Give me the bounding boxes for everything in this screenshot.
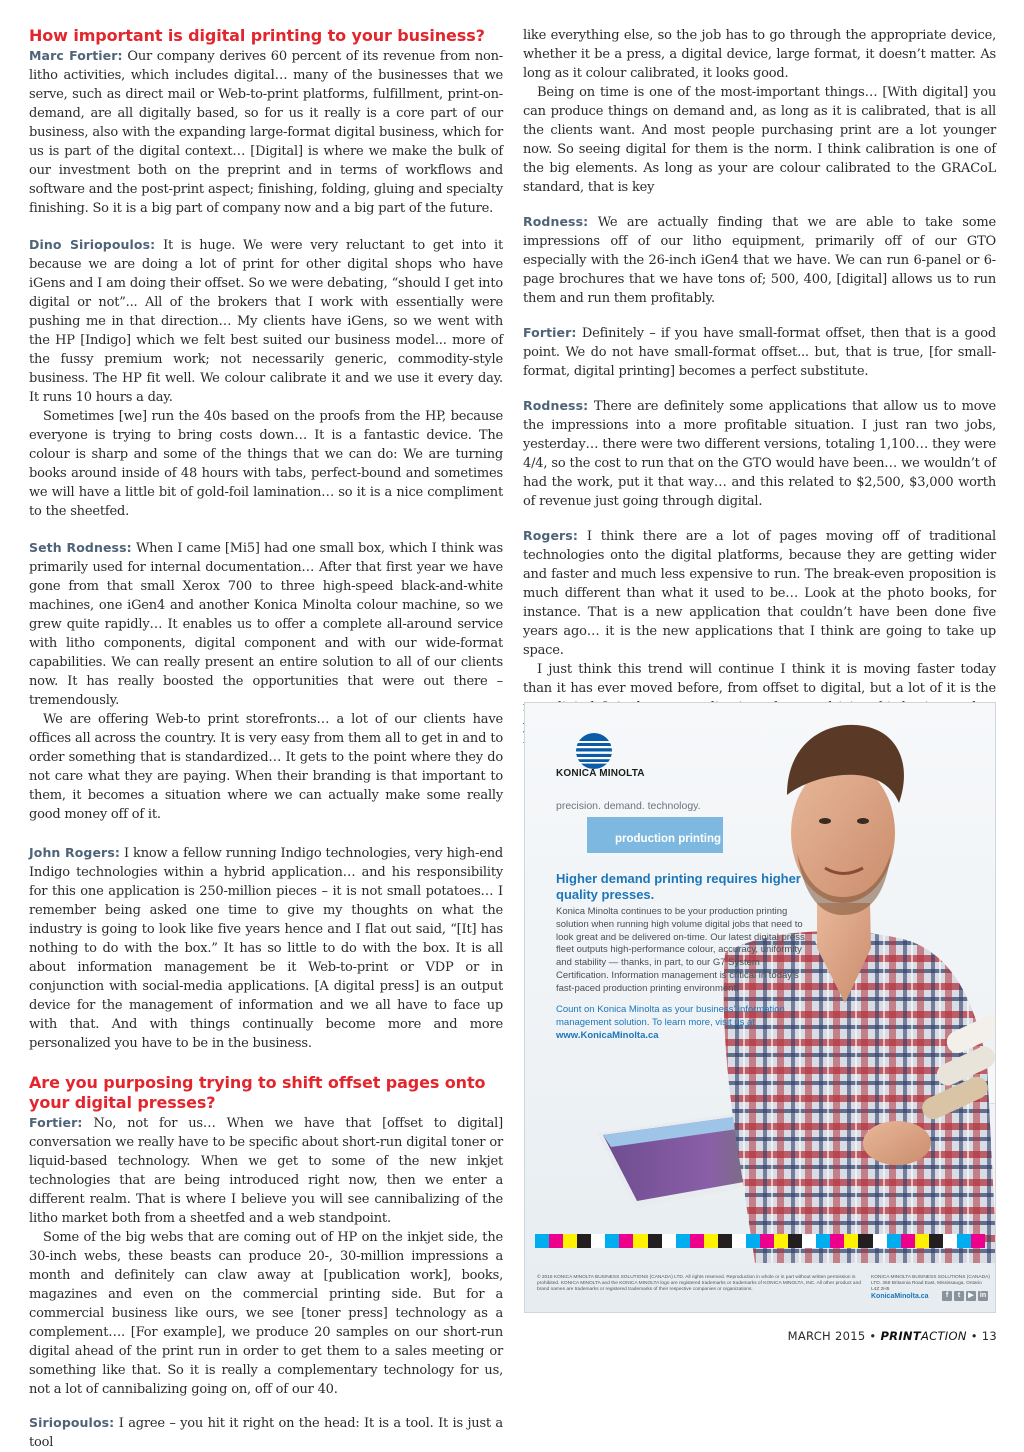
paragraph-text: I agree – you hit it right on the head: It is a tool. It is just a tool: [29, 1416, 503, 1450]
right-column: [523, 26, 996, 755]
footer-issue: MARCH 2015 •: [787, 1329, 881, 1343]
paragraph: [523, 323, 996, 381]
paragraph: like everything else, so the job has to go through the appropriate device, whether it be a press, a digital device, large format, it doesn’t matter. As long as it colour calibrated, it looks good.: [523, 28, 996, 81]
paragraph-text: When I came [Mi5] had one small box, which I think was primarily used for internal documentation… After that first year we have gone from that small Xerox 700 to three high-speed black-and-white machines, one iGen4 and another Konica Minolta colour machine, so we grew quite rapidly… It enables us to offer a complete all-around service with litho components, digital component and with our wide-format capabilities. We can really present an entire solution to all of our clients now. It has really boosted the opportunities that were out there – tremendously.: [29, 541, 503, 708]
section-heading: Are you purposing trying to shift offset pages onto your digital presses?: [29, 1073, 486, 1112]
paragraph: [29, 1413, 503, 1452]
paragraph-text: There are definitely some applications that allow us to move the impressions into a more profitable situation. I just ran two jobs, yesterday… there were two different versions, totaling 1,100… they were 4/4, so the cost to run that on the GTO would have been… we wouldn’t of had the work, put it that way… and this related to $2,500, $3,000 worth of revenue just going through digital.: [523, 399, 996, 509]
footer-brand-print: PRINT: [880, 1329, 921, 1343]
speaker-name: Rogers:: [523, 528, 578, 543]
left-column: [29, 26, 503, 1452]
linkedin-icon[interactable]: in: [979, 1292, 987, 1299]
konica-minolta-advertisement: [524, 702, 996, 1313]
paragraph: [29, 46, 503, 218]
speaker-name: Siriopoulos:: [29, 1415, 115, 1430]
speaker-name: Dino Siriopoulos:: [29, 237, 156, 252]
ad-contact-address: KONICA MINOLTA BUSINESS SOLUTIONS (CANADA) LTD. 369 Britannia Road East, Mississauga, Ontario L4Z 2H5: [871, 1275, 990, 1292]
section-heading: How important is digital printing to your business?: [29, 26, 485, 45]
speaker-name: Fortier:: [523, 325, 577, 340]
paragraph: [29, 538, 503, 710]
paragraph: Some of the big webs that are coming out of HP on the inkjet side, the 30-inch webs, these beasts can produce 20-, 30-million impressions a month and definitely can claw away at [publication work], books, magazines and even on the commercial printing side. But for a commercial business like ours, we see [toner press] technology as a complement…. [For example], we produce 20 samples on our short-run digital ahead of the print run in order to get them to a sales meeting or something like that. So it is really a complementary technology for us, not a lot of cannibalizing going on, off of our 40.: [29, 1230, 503, 1397]
speaker-name: Rodness:: [523, 214, 589, 229]
speaker-name: Fortier:: [29, 1115, 83, 1130]
paragraph: Being on time is one of the most-important things… [With digital] you can produce things on demand and, as long as it is calibrated, that is all the clients want. And most people purchasing print are a lot younger now. So seeing digital for them is the norm. I think calibration is one of the big elements. As long as your are colour calibrated to the GRACoL standard, that is key: [523, 85, 996, 195]
paragraph-text: Definitely – if you have small-format offset, then that is a good point. We do not have small-format offset... but, that is true, [for small-format, digital printing] becomes a perfect substitute.: [523, 326, 996, 379]
paragraph: [523, 212, 996, 308]
speaker-name: John Rogers:: [29, 845, 120, 860]
ad-url-link[interactable]: www.KonicaMinolta.ca: [556, 1029, 659, 1041]
ad-band-label: production printing: [615, 833, 722, 845]
speaker-name: Rodness:: [523, 398, 589, 413]
ad-legal-fineprint: © 2015 KONICA MINOLTA BUSINESS SOLUTIONS (CANADA) LTD. All rights reserved. Reproduction in whole or in part without written permission is prohibited. KONICA MINOLTA and the KONICA MINOLTA logo are registered trademarks or trademarks of KONICA MINOLTA, INC. All other product and brand names are trademarks or registered trademarks of their respective companies or organizations.: [537, 1275, 861, 1292]
paragraph-text: We are actually finding that we are able to take some impressions off of our litho equipment, primarily off of our GTO especially with the 26-inch iGen4 that we have. We can run 6-panel or 6-page brochures that we have tons of; 500, 400, [digital] allows us to run them and run them profitably.: [523, 215, 996, 306]
ad-social-icons: [942, 1291, 988, 1301]
speaker-name: Seth Rodness:: [29, 540, 132, 555]
paragraph: Sometimes [we] run the 40s based on the proofs from the HP, because everyone is trying to bring costs down… It is a fantastic device. The colour is sharp and some of the things that we can do: We are turning books around inside of 48 hours with tabs, perfect-bound and sometimes we will have a little bit of gold-foil lamination… so it is a nice compliment to the sheetfed.: [29, 409, 503, 519]
ad-call-to-action: [556, 1004, 796, 1042]
paragraph: I just think this trend will continue I think it is moving faster today than it has ever moved before, from offset to digital, but a lot of it is the: [523, 662, 996, 696]
footer-page-number: • 13: [966, 1329, 997, 1343]
paragraph: [523, 396, 996, 511]
paragraph-text: No, not for us… When we have that [offset to digital] conversation we really have to be specific about short-run digital toner or liquid-based technology. When we get to some of the new inkjet technologies that are being introduced right now, then we enter a different realm. That is where I believe you will see cannibalizing of the litho market both from a sheetfed and a web standpoint.: [29, 1116, 503, 1226]
youtube-icon[interactable]: ▶: [966, 1291, 976, 1301]
paragraph: [29, 843, 503, 1053]
speaker-name: Marc Fortier:: [29, 48, 123, 63]
print-color-bar: [535, 1234, 985, 1248]
paragraph-text: I know a fellow running Indigo technologies, very high-end Indigo technologies within a hybrid application… and his responsibility for this one application is 250-million pieces – it is not small potatoes… I remember being asked one time to give my thoughts on what the industry is going to look like five years hence and I flat out said, “[It] has nothing to do with the box.” It has so little to do with the box. It is all about information management be it Web-to-print or VDP or in conjunction with social-media applications. [A digital press] is an output device for the management of information and we all have to face up with that. And with things continually become more and more personalized you have to be in the business.: [29, 846, 503, 1051]
page-footer: [788, 1329, 997, 1343]
ad-body-copy: Konica Minolta continues to be your production printing solution when running high volume digital jobs that need to look great and be delivered on-time. Our latest digital press fleet outputs high-performance colour, accuracy, uniformity and stability — thanks, in part, to our G7 System Certification. Information management is critical in today’s fast-paced production printing environment.: [556, 906, 805, 994]
ad-tagline: precision. demand. technology.: [556, 800, 701, 812]
ad-brand-name: KONICA MINOLTA: [556, 768, 645, 779]
paragraph: We are offering Web-to print storefronts… a lot of our clients have offices all across the country. It is very easy from them all to get in and to order something that is standardized… It gets to the point where they do not care what they are paying. When their branding is that important to them, it becomes a situation where we can actually make some really good money off of it.: [29, 712, 503, 822]
paragraph-text: Our company derives 60 percent of its revenue from non-litho activities, which includes digital… many of the businesses that we serve, such as direct mail or Web-to-print platforms, fulfillment, print-on-demand, are all digitally based, so for us it really is a core part of our business, also with the expanding large-format digital business, which for us is part of the digital context… [Digital] is where we make the bulk of our investment both on the preprint and in terms of workflows and software and the post-print aspect; finishing, folding, gluing and specialty finishing. So it is a big part of company now and a big part of the future.: [29, 49, 503, 216]
paragraph: [29, 1113, 503, 1228]
paragraph: [523, 526, 996, 660]
ad-headline: Higher demand printing requires higher quality presses.: [556, 871, 801, 902]
twitter-icon[interactable]: t: [954, 1291, 964, 1301]
paragraph-text: I think there are a lot of pages moving off of traditional technologies onto the digital platforms, because they are getting wider and faster and much less expensive to run. The break-even proposition is much different than what it used to be… Look at the photo books, for instance. That is a new application that couldn’t have been done five years ago… it is the new applications that I think are going to take up space.: [523, 529, 996, 658]
paragraph: [29, 235, 503, 407]
facebook-icon[interactable]: f: [942, 1291, 952, 1301]
paragraph-text: It is huge. We were very reluctant to get into it because we are doing a lot of print for other digital shops who have iGens and I am doing their offset. So we were debating, “should I get into digital or not”... All of the brokers that I work with essentially were pushing me in that direction… My clients have iGens, so we went with the HP [Indigo] which we felt best suited our business model... more of the fussy premium work; not necessarily generic, commodity-style business. The HP fit well. We colour calibrate it and we use it every day. It runs 10 hours a day.: [29, 238, 503, 405]
footer-brand-action: ACTION: [920, 1329, 967, 1343]
ad-cta-text: Count on Konica Minolta as your business’ information management solution. To learn more, visit us at: [556, 1004, 785, 1028]
konica-minolta-logo-icon: [575, 732, 613, 770]
ad-website[interactable]: KonicaMinolta.ca: [871, 1293, 929, 1300]
